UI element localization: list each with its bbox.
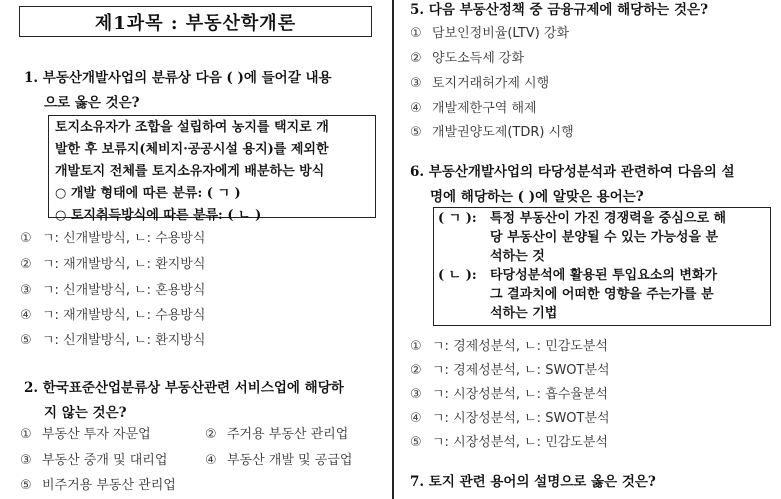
option-text: 비주거용 부동산 관리업 bbox=[42, 478, 176, 493]
question-2-stem-line-2: 지 않는 것은? bbox=[44, 405, 127, 421]
option-marker: ① bbox=[20, 231, 32, 246]
option-text: ㄱ: 시장성분석, ㄴ: 민감도분석 bbox=[432, 435, 608, 450]
question-5-option-5[interactable] bbox=[410, 124, 574, 142]
option-text: 개발권양도제(TDR) 시행 bbox=[432, 125, 574, 140]
option-marker: ③ bbox=[20, 453, 32, 468]
question-1-option-3[interactable] bbox=[20, 282, 205, 300]
passage-line: 개발토지 전체를 토지소유자에게 배분하는 방식 bbox=[55, 164, 325, 179]
passage-line: 당 부동산이 분양될 수 있는 가능성을 분 bbox=[490, 230, 719, 245]
passage-item-b-cont bbox=[438, 285, 766, 304]
option-text: 부동산 투자 자문업 bbox=[42, 427, 151, 442]
passage-item-a-cont bbox=[438, 247, 766, 266]
option-text: ㄱ: 신개발방식, ㄴ: 환지방식 bbox=[42, 333, 206, 348]
option-text: ㄱ: 신개발방식, ㄴ: 수용방식 bbox=[42, 231, 206, 246]
option-text: 개발제한구역 해제 bbox=[432, 101, 537, 116]
option-marker: ① bbox=[20, 427, 32, 442]
passage-line: 발한 후 보류지(체비지·공공시설 용지)를 제외한 bbox=[55, 142, 329, 157]
question-5-option-3[interactable] bbox=[410, 75, 549, 93]
question-1-stem-line-1: 부동산개발사업의 분류상 다음 ( )에 들어갈 내용 bbox=[42, 70, 332, 86]
option-marker: ⑤ bbox=[410, 125, 422, 140]
option-marker: ⑤ bbox=[20, 478, 32, 493]
question-6-option-5[interactable] bbox=[410, 434, 608, 452]
question-2-number: 2. bbox=[24, 380, 39, 396]
question-1-number: 1. bbox=[24, 70, 39, 86]
question-1-passage-box bbox=[48, 115, 376, 223]
option-text: 주거용 부동산 관리업 bbox=[227, 427, 349, 442]
option-marker: ① bbox=[410, 339, 422, 354]
passage-item-b bbox=[438, 266, 766, 285]
option-marker: ⑤ bbox=[410, 435, 422, 450]
option-marker: ② bbox=[20, 257, 32, 272]
passage-line: 석하는 것 bbox=[490, 249, 545, 264]
option-text: 부동산 개발 및 공급업 bbox=[227, 453, 353, 468]
question-6-option-2[interactable] bbox=[410, 362, 610, 380]
question-5-number: 5. bbox=[410, 2, 425, 18]
question-6-number: 6. bbox=[410, 164, 425, 180]
option-text: 부동산 중개 및 대리업 bbox=[42, 453, 168, 468]
question-6-option-4[interactable] bbox=[410, 410, 610, 428]
passage-line: ○ 개발 형태에 따른 분류: ( ㄱ ) bbox=[55, 186, 241, 201]
option-marker: ③ bbox=[410, 76, 422, 91]
option-marker: ⑤ bbox=[20, 333, 32, 348]
right-column bbox=[398, 0, 781, 499]
question-1-option-4[interactable] bbox=[20, 307, 205, 325]
passage-line: 타당성분석에 활용된 투입요소의 변화가 bbox=[490, 268, 718, 283]
option-text: ㄱ: 신개발방식, ㄴ: 혼용방식 bbox=[42, 283, 206, 298]
passage-line: 토지소유자가 조합을 설립하여 농지를 택지로 개 bbox=[55, 120, 329, 135]
passage-line: ○ 토지취득방식에 따른 분류: ( ㄴ ) bbox=[55, 208, 262, 223]
option-text: ㄱ: 경제성분석, ㄴ: SWOT분석 bbox=[432, 363, 610, 378]
question-7-stem-line-1: 토지 관련 용어의 설명으로 옳은 것은? bbox=[428, 474, 656, 490]
option-text: ㄱ: 재개발방식, ㄴ: 수용방식 bbox=[42, 308, 206, 323]
option-text: 양도소득세 강화 bbox=[432, 51, 525, 66]
question-1-option-1[interactable] bbox=[20, 230, 205, 248]
section-title: 제1과목 : 부동산학개론 bbox=[19, 6, 372, 37]
option-marker: ① bbox=[410, 26, 422, 41]
question-7-number: 7. bbox=[410, 474, 425, 490]
option-text: ㄱ: 재개발방식, ㄴ: 환지방식 bbox=[42, 257, 206, 272]
question-1-stem bbox=[24, 66, 384, 116]
question-6-option-3[interactable] bbox=[410, 386, 608, 404]
option-marker: ② bbox=[205, 427, 217, 442]
question-2-option-5[interactable] bbox=[20, 477, 176, 495]
option-text: ㄱ: 시장성분석, ㄴ: SWOT분석 bbox=[432, 411, 610, 426]
question-2-option-2[interactable] bbox=[205, 426, 348, 444]
passage-line: 특정 부동산이 가진 경쟁력을 중심으로 해 bbox=[490, 211, 727, 226]
question-6-option-1[interactable] bbox=[410, 338, 608, 356]
question-2-option-1[interactable] bbox=[20, 426, 151, 444]
question-5-option-1[interactable] bbox=[410, 25, 569, 43]
option-text: ㄱ: 시장성분석, ㄴ: 흡수율분석 bbox=[432, 387, 608, 402]
passage-item-b-cont bbox=[438, 304, 766, 323]
passage-line: 석하는 기법 bbox=[490, 306, 558, 321]
question-2-stem-line-1: 한국표준산업분류상 부동산관련 서비스업에 해당하 bbox=[42, 380, 344, 396]
question-1-option-2[interactable] bbox=[20, 256, 205, 274]
option-marker: ② bbox=[410, 51, 422, 66]
question-2-option-3[interactable] bbox=[20, 452, 167, 470]
passage-tag: ( ㄱ ): bbox=[438, 211, 477, 226]
option-marker: ④ bbox=[20, 308, 32, 323]
question-6-stem-line-1: 부동산개발사업의 타당성분석과 관련하여 다음의 설 bbox=[428, 164, 735, 180]
option-marker: ③ bbox=[410, 387, 422, 402]
column-divider bbox=[392, 0, 394, 499]
question-6-passage-box bbox=[433, 207, 771, 326]
passage-tag: ( ㄴ ): bbox=[438, 268, 477, 283]
passage-line: 그 결과치에 어떠한 영향을 주는가를 분 bbox=[490, 287, 714, 302]
question-6-stem bbox=[410, 160, 780, 210]
passage-item-a-cont bbox=[438, 228, 766, 247]
left-column bbox=[0, 0, 388, 499]
question-6-stem-line-2: 명에 해당하는 ( )에 알맞은 용어는? bbox=[430, 189, 644, 205]
question-5-option-4[interactable] bbox=[410, 100, 537, 118]
option-marker: ④ bbox=[205, 453, 217, 468]
passage-item-a bbox=[438, 209, 766, 228]
option-text: 토지거래허가제 시행 bbox=[432, 76, 550, 91]
option-marker: ④ bbox=[410, 101, 422, 116]
option-text: ㄱ: 경제성분석, ㄴ: 민감도분석 bbox=[432, 339, 608, 354]
option-marker: ② bbox=[410, 363, 422, 378]
option-marker: ③ bbox=[20, 283, 32, 298]
question-1-stem-line-2: 으로 옳은 것은? bbox=[44, 95, 140, 111]
question-2-stem bbox=[24, 376, 384, 426]
question-5-stem bbox=[410, 0, 780, 23]
question-1-option-5[interactable] bbox=[20, 332, 205, 350]
question-7-stem bbox=[410, 470, 780, 495]
question-5-stem-line-1: 다음 부동산정책 중 금융규제에 해당하는 것은? bbox=[428, 2, 708, 18]
question-5-option-2[interactable] bbox=[410, 50, 524, 68]
option-marker: ④ bbox=[410, 411, 422, 426]
option-text: 담보인정비율(LTV) 강화 bbox=[432, 26, 570, 41]
question-2-option-4[interactable] bbox=[205, 452, 352, 470]
